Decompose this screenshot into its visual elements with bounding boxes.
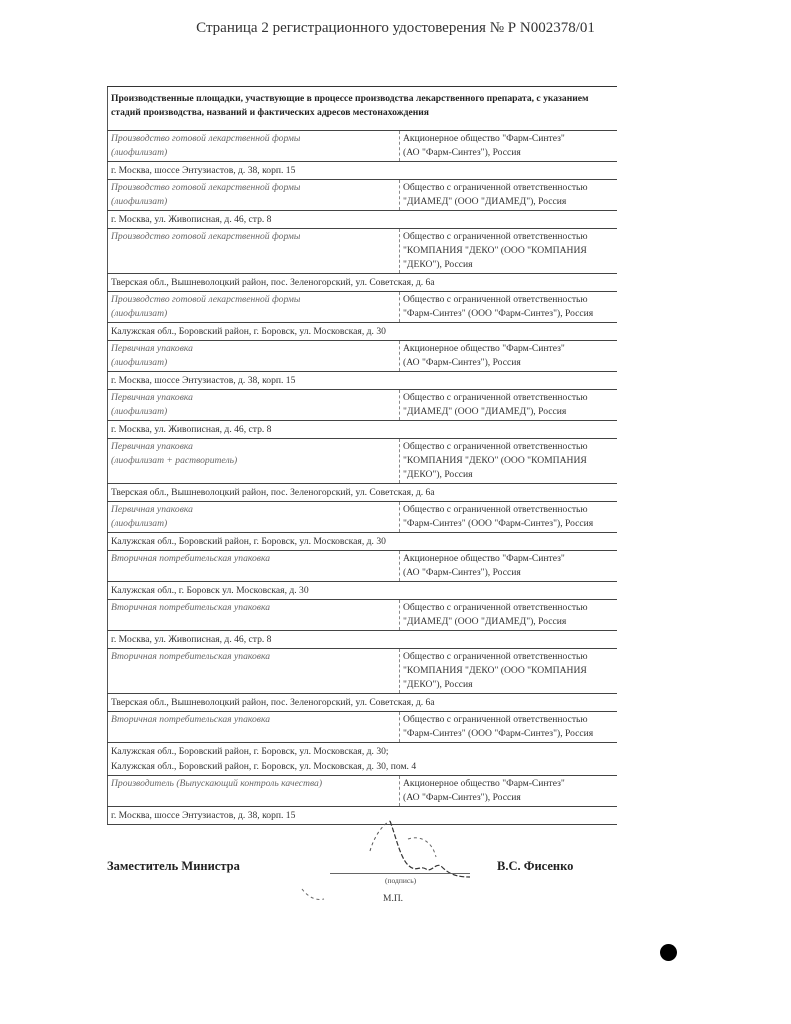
site-address	[108, 274, 618, 292]
signer-name: В.С. Фисенко	[497, 859, 574, 873]
table-row	[108, 439, 618, 484]
production-stage	[108, 439, 400, 484]
manufacturer-name-line: "Фарм-Синтез" (ООО "Фарм-Синтез"), Россия	[403, 728, 594, 739]
manufacturer-name-line: Общество с ограниченной ответственностью	[403, 392, 588, 403]
manufacturer-name-line: Общество с ограниченной ответственностью	[403, 441, 588, 452]
site-address	[108, 582, 618, 600]
manufacturer-name-line: "ДЕКО"), Россия	[403, 679, 473, 690]
manufacturer-name-line: "ДЕКО"), Россия	[403, 259, 473, 270]
manufacturer-name	[400, 600, 618, 631]
table-row	[108, 649, 618, 694]
site-address-line: Калужская обл., Боровский район, г. Боровск, ул. Московская, д. 30, пом. 4	[111, 761, 417, 772]
production-stage-line: Производство готовой лекарственной формы	[111, 182, 301, 193]
site-address	[108, 162, 618, 180]
production-stage-line: (лиофилизат)	[111, 518, 168, 529]
manufacturer-name	[400, 502, 618, 533]
site-address-line: г. Москва, шоссе Энтузиастов, д. 38, корп. 15	[111, 165, 296, 176]
signature-caption: (подпись)	[385, 876, 417, 885]
document-body	[107, 86, 617, 929]
site-address-line: г. Москва, ул. Живописная, д. 46, стр. 8	[111, 424, 272, 435]
site-address-line: Тверская обл., Вышневолоцкий район, пос. Зеленогорский, ул. Советская, д. 6а	[111, 487, 435, 498]
site-address-line: Калужская обл., Боровский район, г. Боровск, ул. Московская, д. 30;	[111, 746, 389, 757]
table-row	[108, 551, 618, 582]
signer-position: Заместитель Министра	[107, 859, 240, 873]
address-row	[108, 631, 618, 649]
table-row	[108, 180, 618, 211]
manufacturer-name-line: (АО "Фарм-Синтез"), Россия	[403, 567, 521, 578]
address-row	[108, 694, 618, 712]
production-stage-line: (лиофилизат)	[111, 308, 168, 319]
address-row	[108, 582, 618, 600]
manufacturer-name	[400, 341, 618, 372]
production-stage	[108, 131, 400, 162]
table-row	[108, 341, 618, 372]
manufacturer-name-line: Общество с ограниченной ответственностью	[403, 602, 588, 613]
address-row	[108, 211, 618, 229]
production-stage-line: Первичная упаковка	[111, 441, 193, 452]
manufacturer-name	[400, 131, 618, 162]
production-sites-table	[107, 86, 617, 825]
manufacturer-name-line: (АО "Фарм-Синтез"), Россия	[403, 792, 521, 803]
manufacturer-name-line: "ДЕКО"), Россия	[403, 469, 473, 480]
manufacturer-name	[400, 439, 618, 484]
site-address	[108, 631, 618, 649]
address-row	[108, 743, 618, 776]
site-address-line: г. Москва, шоссе Энтузиастов, д. 38, корп. 15	[111, 810, 296, 821]
production-stage-line: Производитель (Выпускающий контроль качества)	[111, 778, 323, 789]
manufacturer-name	[400, 390, 618, 421]
table-row	[108, 390, 618, 421]
table-row	[108, 712, 618, 743]
production-stage-line: Производство готовой лекарственной формы	[111, 294, 301, 305]
manufacturer-name	[400, 292, 618, 323]
manufacturer-name-line: Общество с ограниченной ответственностью	[403, 294, 588, 305]
manufacturer-name	[400, 776, 618, 807]
production-stage	[108, 341, 400, 372]
site-address	[108, 372, 618, 390]
table-header-row	[108, 87, 618, 131]
address-row	[108, 323, 618, 341]
production-stage	[108, 180, 400, 211]
production-stage	[108, 600, 400, 631]
address-row	[108, 274, 618, 292]
production-stage-line: (лиофилизат + растворитель)	[111, 455, 238, 466]
site-address	[108, 421, 618, 439]
site-address-line: Калужская обл., Боровский район, г. Боровск, ул. Московская, д. 30	[111, 536, 386, 547]
site-address	[108, 323, 618, 341]
table-header: Производственные площадки, участвующие в процессе производства лекарственного препарата, с указанием стадий производства, названий и фактических адресов местонахождения	[108, 87, 618, 131]
table-row	[108, 131, 618, 162]
production-stage-line: Вторичная потребительская упаковка	[111, 602, 270, 613]
manufacturer-name-line: "Фарм-Синтез" (ООО "Фарм-Синтез"), Россия	[403, 518, 594, 529]
production-stage	[108, 712, 400, 743]
address-row	[108, 421, 618, 439]
manufacturer-name-line: Акционерное общество "Фарм-Синтез"	[403, 778, 565, 789]
manufacturer-name-line: "КОМПАНИЯ "ДЕКО" (ООО "КОМПАНИЯ	[403, 455, 587, 466]
production-stage-line: Первичная упаковка	[111, 392, 193, 403]
site-address	[108, 211, 618, 229]
production-stage-line: Производство готовой лекарственной формы	[111, 231, 301, 242]
manufacturer-name-line: "КОМПАНИЯ "ДЕКО" (ООО "КОМПАНИЯ	[403, 245, 587, 256]
site-address-line: г. Москва, шоссе Энтузиастов, д. 38, корп. 15	[111, 375, 296, 386]
site-address-line: г. Москва, ул. Живописная, д. 46, стр. 8	[111, 634, 272, 645]
address-row	[108, 533, 618, 551]
production-stage	[108, 551, 400, 582]
site-address-line: Калужская обл., Боровский район, г. Боровск, ул. Московская, д. 30	[111, 326, 386, 337]
manufacturer-name-line: Общество с ограниченной ответственностью	[403, 714, 588, 725]
table-row	[108, 600, 618, 631]
production-stage	[108, 776, 400, 807]
site-address	[108, 694, 618, 712]
production-stage-line: (лиофилизат)	[111, 406, 168, 417]
manufacturer-name	[400, 551, 618, 582]
page-title: Страница 2 регистрационного удостоверения № Р N002378/01	[196, 20, 595, 36]
manufacturer-name-line: Общество с ограниченной ответственностью	[403, 231, 588, 242]
site-address-line: Тверская обл., Вышневолоцкий район, пос. Зеленогорский, ул. Советская, д. 6а	[111, 277, 435, 288]
manufacturer-name-line: Общество с ограниченной ответственностью	[403, 651, 588, 662]
site-address	[108, 743, 618, 776]
manufacturer-name-line: "ДИАМЕД" (ООО "ДИАМЕД"), Россия	[403, 406, 567, 417]
production-stage-line: Вторичная потребительская упаковка	[111, 651, 270, 662]
production-stage	[108, 390, 400, 421]
site-address-line: г. Москва, ул. Живописная, д. 46, стр. 8	[111, 214, 272, 225]
stamp-label: М.П.	[383, 894, 404, 904]
production-stage-line: Производство готовой лекарственной формы	[111, 133, 301, 144]
table-row	[108, 292, 618, 323]
site-address	[108, 533, 618, 551]
table-row	[108, 229, 618, 274]
production-stage-line: (лиофилизат)	[111, 196, 168, 207]
manufacturer-name-line: (АО "Фарм-Синтез"), Россия	[403, 357, 521, 368]
production-stage-line: Первичная упаковка	[111, 504, 193, 515]
black-dot-mark	[660, 944, 677, 961]
signature-block	[107, 849, 617, 929]
production-stage-line: (лиофилизат)	[111, 357, 168, 368]
manufacturer-name-line: "ДИАМЕД" (ООО "ДИАМЕД"), Россия	[403, 196, 567, 207]
production-stage-line: (лиофилизат)	[111, 147, 168, 158]
manufacturer-name-line: Акционерное общество "Фарм-Синтез"	[403, 133, 565, 144]
manufacturer-name	[400, 712, 618, 743]
site-address-line: Калужская обл., г. Боровск ул. Московская, д. 30	[111, 585, 309, 596]
address-row	[108, 372, 618, 390]
production-stage	[108, 292, 400, 323]
production-stage	[108, 502, 400, 533]
site-address	[108, 484, 618, 502]
manufacturer-name-line: (АО "Фарм-Синтез"), Россия	[403, 147, 521, 158]
manufacturer-name-line: Общество с ограниченной ответственностью	[403, 182, 588, 193]
production-stage	[108, 229, 400, 274]
table-row	[108, 502, 618, 533]
site-address-line: Тверская обл., Вышневолоцкий район, пос. Зеленогорский, ул. Советская, д. 6а	[111, 697, 435, 708]
manufacturer-name	[400, 229, 618, 274]
manufacturer-name	[400, 649, 618, 694]
production-stage-line: Вторичная потребительская упаковка	[111, 714, 270, 725]
manufacturer-name-line: Общество с ограниченной ответственностью	[403, 504, 588, 515]
address-row	[108, 162, 618, 180]
table-row	[108, 776, 618, 807]
manufacturer-name-line: Акционерное общество "Фарм-Синтез"	[403, 553, 565, 564]
production-stage-line: Вторичная потребительская упаковка	[111, 553, 270, 564]
address-row	[108, 484, 618, 502]
production-stage	[108, 649, 400, 694]
production-stage-line: Первичная упаковка	[111, 343, 193, 354]
signature-line	[330, 873, 470, 874]
manufacturer-name-line: "Фарм-Синтез" (ООО "Фарм-Синтез"), Россия	[403, 308, 594, 319]
manufacturer-name-line: "КОМПАНИЯ "ДЕКО" (ООО "КОМПАНИЯ	[403, 665, 587, 676]
manufacturer-name-line: "ДИАМЕД" (ООО "ДИАМЕД"), Россия	[403, 616, 567, 627]
manufacturer-name	[400, 180, 618, 211]
manufacturer-name-line: Акционерное общество "Фарм-Синтез"	[403, 343, 565, 354]
